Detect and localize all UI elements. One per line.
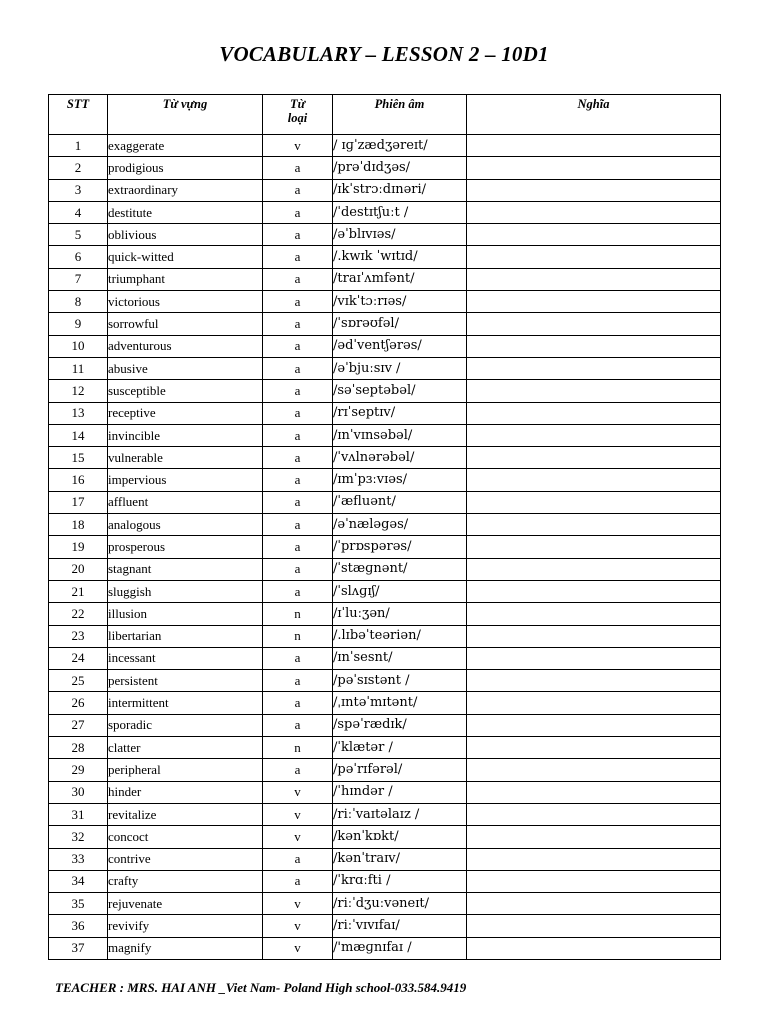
cell-meaning [467,893,721,915]
cell-stt: 4 [49,201,108,223]
cell-word: sporadic [108,714,263,736]
header-stt: STT [49,95,108,135]
cell-meaning [467,759,721,781]
cell-stt: 5 [49,224,108,246]
cell-meaning [467,826,721,848]
cell-stt: 29 [49,759,108,781]
cell-ipa: /ɪkˈstrɔːdɪnəri/ [333,179,467,201]
cell-ipa: /riːˈvaɪtəlaɪz / [333,803,467,825]
cell-stt: 14 [49,424,108,446]
table-row [49,201,721,223]
cell-word: concoct [108,826,263,848]
cell-word: extraordinary [108,179,263,201]
header-pos-label: Từ loại [287,97,308,125]
cell-ipa: /ɪˈluːʒən/ [333,603,467,625]
cell-word: intermittent [108,692,263,714]
cell-pos: a [263,759,333,781]
cell-meaning [467,870,721,892]
cell-stt: 2 [49,157,108,179]
cell-ipa: /əˈbjuːsɪv / [333,357,467,379]
cell-ipa: /əˈblɪvɪəs/ [333,224,467,246]
cell-meaning [467,268,721,290]
table-row [49,580,721,602]
header-row [49,95,721,135]
cell-pos: n [263,625,333,647]
cell-meaning [467,447,721,469]
cell-pos: v [263,893,333,915]
cell-ipa: /'mæɡnɪfaɪ / [333,937,467,959]
cell-word: vulnerable [108,447,263,469]
cell-stt: 20 [49,558,108,580]
cell-ipa: /ˈkrɑːfti / [333,870,467,892]
cell-word: quick-witted [108,246,263,268]
cell-pos: a [263,268,333,290]
cell-word: contrive [108,848,263,870]
table-row [49,603,721,625]
cell-meaning [467,580,721,602]
cell-pos: a [263,335,333,357]
table-row [49,737,721,759]
table-row [49,335,721,357]
cell-ipa: /ɪnˈvɪnsəbəl/ [333,424,467,446]
cell-stt: 23 [49,625,108,647]
cell-ipa: /ˈprɒspərəs/ [333,536,467,558]
cell-stt: 34 [49,870,108,892]
cell-meaning [467,224,721,246]
cell-pos: v [263,781,333,803]
table-row [49,313,721,335]
cell-word: destitute [108,201,263,223]
cell-word: revitalize [108,803,263,825]
cell-meaning [467,536,721,558]
cell-meaning [467,848,721,870]
cell-pos: a [263,514,333,536]
cell-stt: 37 [49,937,108,959]
cell-word: libertarian [108,625,263,647]
cell-stt: 16 [49,469,108,491]
cell-word: prodigious [108,157,263,179]
cell-pos: a [263,692,333,714]
header-meaning: Nghĩa [467,95,721,135]
cell-pos: a [263,291,333,313]
cell-pos: a [263,402,333,424]
cell-pos: a [263,313,333,335]
table-row [49,179,721,201]
cell-ipa: /ˈsɒrəʊfəl/ [333,313,467,335]
footer-teacher-info: TEACHER : MRS. HAI ANH _Viet Nam- Poland High school-033.584.9419 [55,980,467,995]
cell-meaning [467,380,721,402]
cell-meaning [467,647,721,669]
cell-pos: a [263,647,333,669]
cell-meaning [467,135,721,157]
cell-stt: 13 [49,402,108,424]
table-row [49,714,721,736]
cell-stt: 9 [49,313,108,335]
cell-stt: 25 [49,670,108,692]
cell-word: victorious [108,291,263,313]
cell-word: adventurous [108,335,263,357]
cell-ipa: /kənˈtraɪv/ [333,848,467,870]
table-row [49,268,721,290]
cell-pos: n [263,603,333,625]
vocabulary-table [48,94,721,960]
cell-meaning [467,201,721,223]
table-row [49,157,721,179]
cell-ipa: /.kwɪk ˈwɪtɪd/ [333,246,467,268]
cell-stt: 27 [49,714,108,736]
cell-meaning [467,335,721,357]
table-row [49,759,721,781]
cell-ipa: /əˈnæləgəs/ [333,514,467,536]
cell-word: susceptible [108,380,263,402]
cell-ipa: /rɪˈseptɪv/ [333,402,467,424]
cell-meaning [467,737,721,759]
cell-pos: v [263,826,333,848]
cell-stt: 35 [49,893,108,915]
cell-word: oblivious [108,224,263,246]
cell-pos: n [263,737,333,759]
cell-meaning [467,692,721,714]
table-row [49,826,721,848]
cell-ipa: /riːˈdʒuːvəneɪt/ [333,893,467,915]
table-row [49,558,721,580]
cell-word: illusion [108,603,263,625]
cell-word: triumphant [108,268,263,290]
cell-meaning [467,915,721,937]
cell-stt: 10 [49,335,108,357]
cell-word: persistent [108,670,263,692]
cell-stt: 8 [49,291,108,313]
table-row [49,135,721,157]
table-row [49,893,721,915]
cell-stt: 18 [49,514,108,536]
cell-ipa: /ˈstæɡnənt/ [333,558,467,580]
cell-stt: 1 [49,135,108,157]
cell-pos: v [263,135,333,157]
cell-word: receptive [108,402,263,424]
table-row [49,781,721,803]
cell-ipa: /ˈklætər / [333,737,467,759]
cell-word: magnify [108,937,263,959]
cell-stt: 19 [49,536,108,558]
cell-pos: a [263,201,333,223]
cell-meaning [467,514,721,536]
cell-word: peripheral [108,759,263,781]
cell-pos: a [263,536,333,558]
cell-ipa: /.lɪbəˈteəriən/ [333,625,467,647]
cell-pos: v [263,915,333,937]
cell-meaning [467,714,721,736]
cell-stt: 32 [49,826,108,848]
cell-ipa: /ˌɪntəˈmɪtənt/ [333,692,467,714]
cell-ipa: /pəˈsɪstənt / [333,670,467,692]
cell-stt: 22 [49,603,108,625]
cell-pos: a [263,469,333,491]
cell-stt: 6 [49,246,108,268]
table-body [49,135,721,960]
cell-word: affluent [108,491,263,513]
cell-stt: 33 [49,848,108,870]
table-row [49,224,721,246]
cell-stt: 15 [49,447,108,469]
cell-ipa: /ˈhɪndər / [333,781,467,803]
cell-pos: a [263,224,333,246]
cell-meaning [467,179,721,201]
table-row [49,692,721,714]
cell-pos: a [263,246,333,268]
table-row [49,424,721,446]
cell-meaning [467,491,721,513]
cell-pos: a [263,848,333,870]
table-row [49,870,721,892]
cell-stt: 11 [49,357,108,379]
cell-word: abusive [108,357,263,379]
cell-meaning [467,157,721,179]
cell-ipa: /ˈslʌɡɪʃ/ [333,580,467,602]
cell-ipa: /səˈseptəbəl/ [333,380,467,402]
cell-word: invincible [108,424,263,446]
cell-stt: 31 [49,803,108,825]
table-row [49,402,721,424]
table-row [49,491,721,513]
cell-stt: 28 [49,737,108,759]
table-row [49,380,721,402]
cell-ipa: /prəˈdɪdʒəs/ [333,157,467,179]
header-ipa: Phiên âm [333,95,467,135]
table-row [49,291,721,313]
cell-meaning [467,781,721,803]
table-row [49,246,721,268]
table-row [49,803,721,825]
cell-word: prosperous [108,536,263,558]
table-row [49,670,721,692]
cell-ipa: /ɪnˈsesnt/ [333,647,467,669]
cell-stt: 36 [49,915,108,937]
table-row [49,447,721,469]
cell-stt: 26 [49,692,108,714]
cell-pos: a [263,670,333,692]
cell-pos: a [263,357,333,379]
cell-ipa: /ədˈventʃərəs/ [333,335,467,357]
cell-word: clatter [108,737,263,759]
cell-word: rejuvenate [108,893,263,915]
cell-meaning [467,313,721,335]
cell-word: crafty [108,870,263,892]
cell-meaning [467,402,721,424]
cell-word: revivify [108,915,263,937]
cell-word: exaggerate [108,135,263,157]
cell-meaning [467,291,721,313]
cell-meaning [467,424,721,446]
table-row [49,848,721,870]
cell-ipa: /pəˈrɪfərəl/ [333,759,467,781]
cell-meaning [467,937,721,959]
cell-word: hinder [108,781,263,803]
cell-word: incessant [108,647,263,669]
header-pos [263,95,333,135]
table-row [49,514,721,536]
cell-ipa: /traɪˈʌmfənt/ [333,268,467,290]
cell-meaning [467,803,721,825]
table-row [49,937,721,959]
cell-stt: 3 [49,179,108,201]
cell-pos: a [263,580,333,602]
cell-meaning [467,558,721,580]
cell-word: sluggish [108,580,263,602]
cell-meaning [467,603,721,625]
page-title: VOCABULARY – LESSON 2 – 10D1 [219,42,549,66]
cell-stt: 21 [49,580,108,602]
cell-ipa: /ɪmˈpɜːvɪəs/ [333,469,467,491]
cell-meaning [467,246,721,268]
cell-pos: a [263,870,333,892]
cell-stt: 24 [49,647,108,669]
cell-word: sorrowful [108,313,263,335]
cell-ipa: /kənˈkɒkt/ [333,826,467,848]
table-row [49,357,721,379]
cell-ipa: /spəˈrædɪk/ [333,714,467,736]
cell-ipa: /ˈæfluənt/ [333,491,467,513]
cell-word: analogous [108,514,263,536]
cell-pos: a [263,714,333,736]
cell-pos: a [263,491,333,513]
cell-meaning [467,670,721,692]
table-row [49,647,721,669]
cell-pos: v [263,803,333,825]
cell-pos: a [263,447,333,469]
cell-meaning [467,469,721,491]
cell-ipa: /vɪkˈtɔːrɪəs/ [333,291,467,313]
cell-pos: a [263,179,333,201]
cell-pos: a [263,380,333,402]
cell-pos: v [263,937,333,959]
cell-pos: a [263,157,333,179]
cell-pos: a [263,558,333,580]
cell-ipa: /riːˈvɪvɪfaɪ/ [333,915,467,937]
cell-ipa: /ˈdestɪtʃuːt / [333,201,467,223]
table-row [49,536,721,558]
cell-stt: 7 [49,268,108,290]
cell-word: impervious [108,469,263,491]
cell-stt: 30 [49,781,108,803]
header-word: Từ vựng [108,95,263,135]
table-row [49,469,721,491]
table-row [49,915,721,937]
cell-pos: a [263,424,333,446]
cell-stt: 12 [49,380,108,402]
cell-word: stagnant [108,558,263,580]
cell-meaning [467,625,721,647]
cell-stt: 17 [49,491,108,513]
cell-meaning [467,357,721,379]
cell-ipa: / ɪɡˈzædʒəreɪt/ [333,135,467,157]
table-row [49,625,721,647]
cell-ipa: /ˈvʌlnərəbəl/ [333,447,467,469]
